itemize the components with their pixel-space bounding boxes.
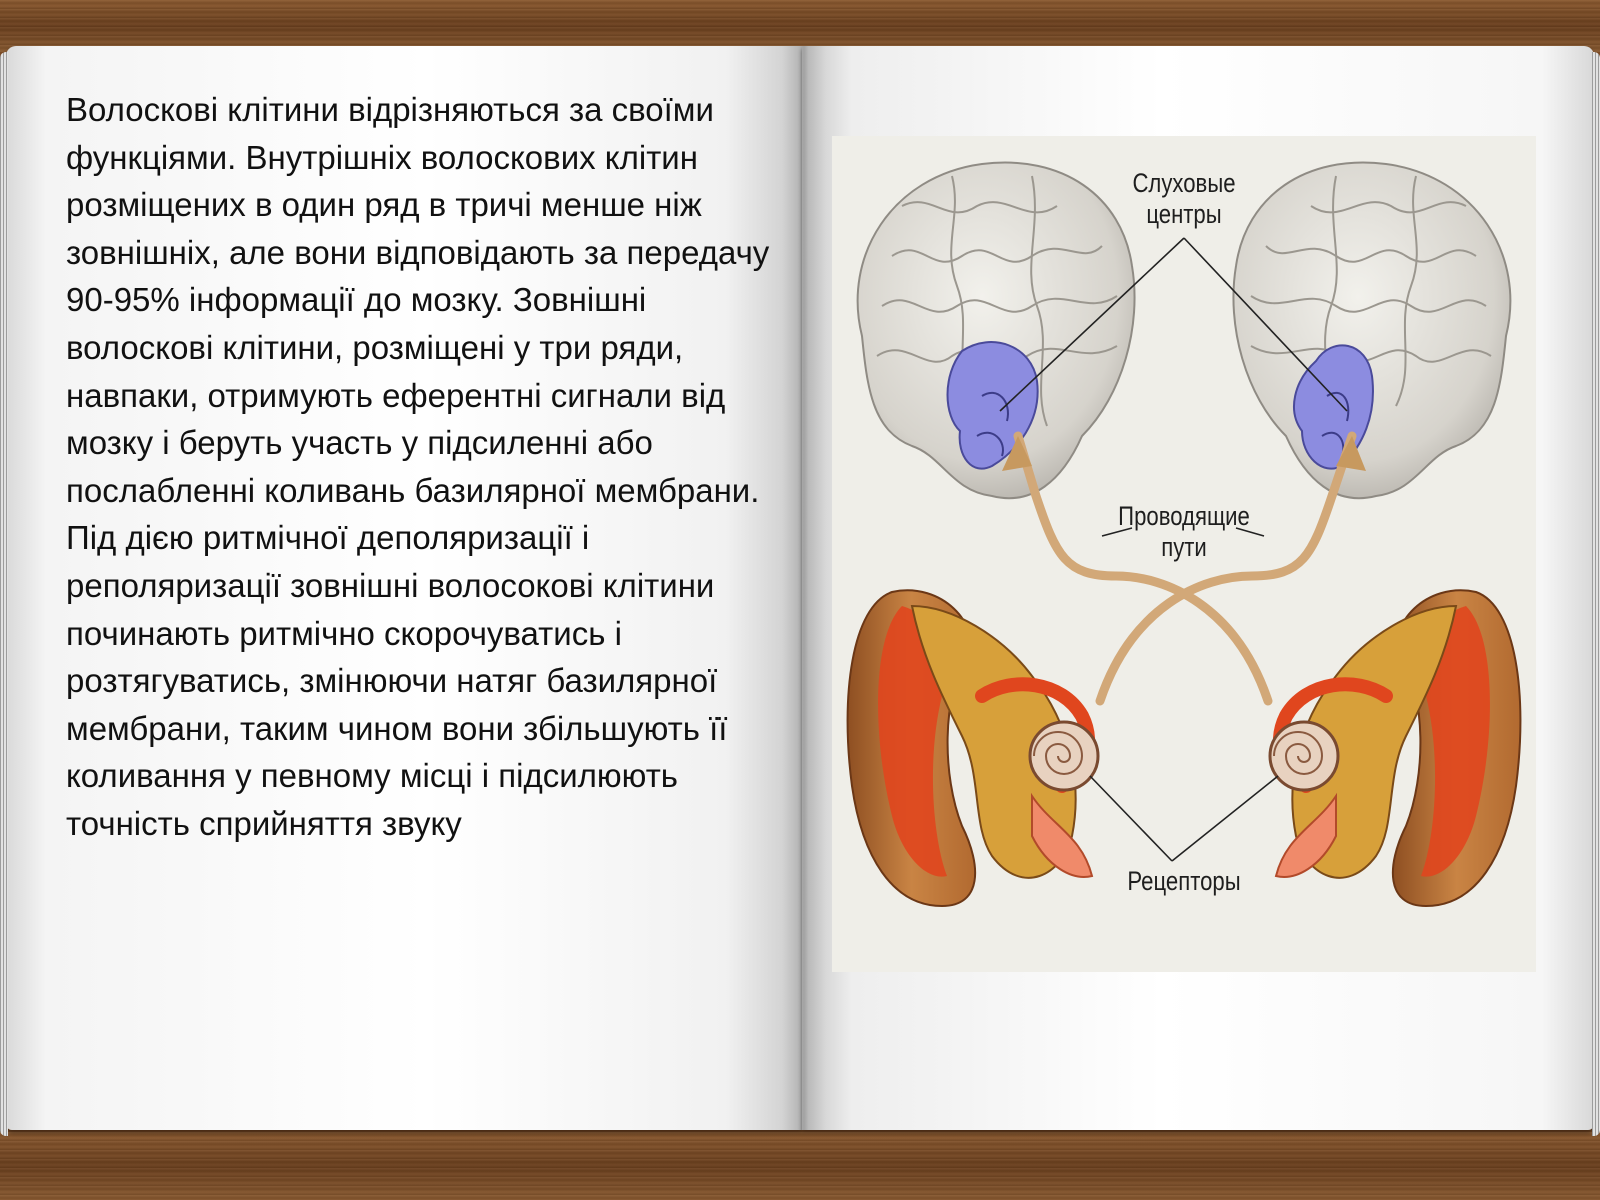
label-receptors: Рецепторы <box>1127 866 1241 896</box>
body-text: Волоскові клітини відрізняються за своїми функціями. Внутрішніх волоскових клітин розміщених в один ряд в тричі менше ніж зовнішніх, але вони відповідають за передачу 90-95% інформації до мозку. Зовнішні волоскові клітини, розміщені у три ряди, навпаки, отримують еферентні сигнали від мозку і беруть участь у підсиленні або послабленні коливань базилярної мембрани. Під дією ритмічної деполяризації і реполяризації зовнішні волосокові клітини починають ритмічно скорочуватись і розтягуватись, змінюючи натяг базилярної мембрани, таким чином вони збільшують її коливання у певному місці і підсилюють точність сприйняття звуку <box>66 91 770 842</box>
auditory-pathway-diagram <box>832 136 1536 972</box>
label-auditory-centers-line1: Слуховые <box>1132 168 1236 198</box>
label-pathways-line1: Проводящие <box>1118 501 1250 531</box>
left-brain <box>858 163 1135 499</box>
label-pathways-line2: пути <box>1161 532 1207 562</box>
left-page <box>6 46 802 1130</box>
right-page-edge <box>1592 52 1600 1136</box>
right-brain <box>1233 163 1510 499</box>
left-page-edge <box>0 52 8 1136</box>
wood-shelf-bottom <box>0 1132 1600 1200</box>
book-spine <box>782 46 826 1130</box>
label-auditory-centers-line2: центры <box>1146 199 1222 229</box>
left-ear <box>848 590 1098 906</box>
wood-shelf-top <box>0 0 1600 52</box>
label-pathways <box>1102 501 1266 563</box>
right-ear <box>1270 590 1520 906</box>
label-auditory-centers <box>1118 168 1249 230</box>
